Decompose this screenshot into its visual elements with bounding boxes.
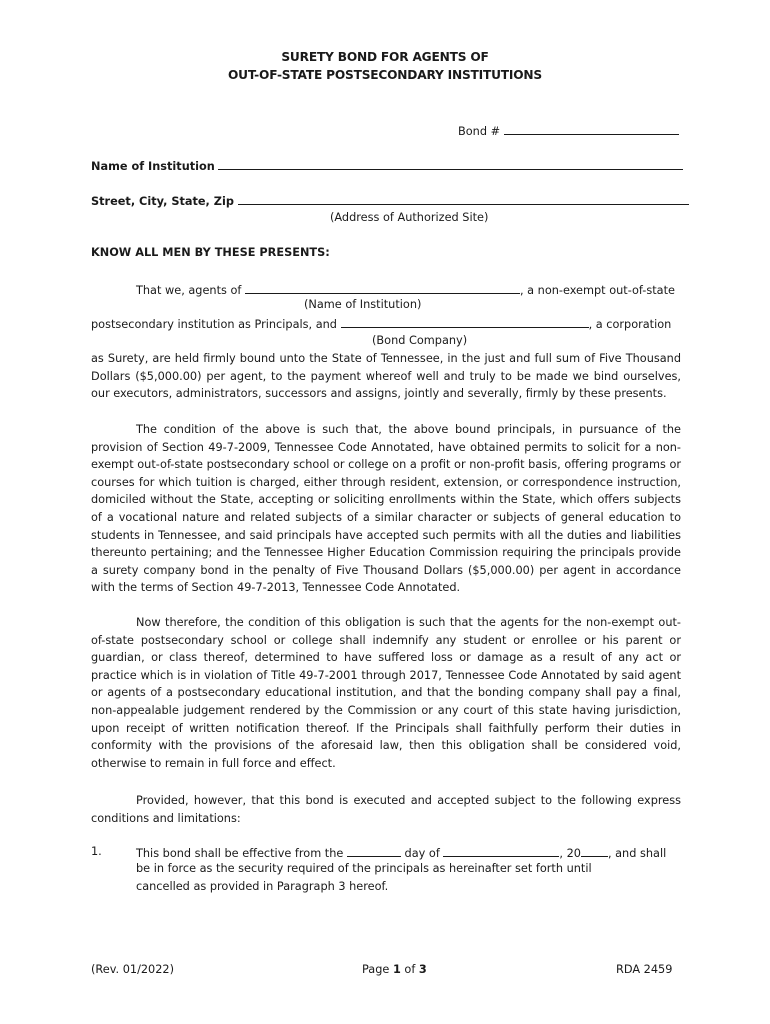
principals-prefix: postsecondary institution as Principals, and xyxy=(91,318,337,331)
principals-suffix: , a corporation xyxy=(588,318,672,331)
obligation-paragraph: Now therefore, the condition of this obligation is such that the agents for the non-exempt out-of-state postsecondary school or college shall indemnify any student or enrollee or his parent or guardian, or class thereof, determined to have suffered loss or damage as a result of any act or practice which is in violation of Title 49-7-2001 through 2017, Tennessee Code Annotated by said agent or agents of a postsecondary educational institution, and that the bonding company shall pay a final, non-appealable judgement rendered by the Commission or any court of this state having jurisdiction, upon receipt of written notification thereof. If the Principals shall faithfully perform their duties in conformity with the provisions of the aforesaid law, then this obligation shall be considered void, otherwise to remain in full force and effect. xyxy=(91,616,681,770)
provided-paragraph: Provided, however, that this bond is executed and accepted subject to the following express conditions and limitations: xyxy=(91,794,681,825)
institution-label: Name of Institution xyxy=(91,160,215,173)
item1-text-part2: day of xyxy=(404,847,440,860)
agents-row xyxy=(136,282,675,298)
document-title-line1: SURETY BOND FOR AGENTS OF xyxy=(281,50,489,64)
bond-number-row xyxy=(458,123,679,139)
item1-text-part3: , 20 xyxy=(559,847,581,860)
surety-paragraph: as Surety, are held firmly bound unto the State of Tennessee, in the just and full sum of Five Thousand Dollars ($5,000.00) per agent, to the payment whereof well and truly to be made we bind ourselves, our executors, administrators, successors and assigns, jointly and severally, firmly by these presents. xyxy=(91,352,681,401)
footer-of-label: of xyxy=(404,963,416,976)
principals-row xyxy=(91,316,671,332)
effective-year-field[interactable] xyxy=(581,845,608,857)
address-field[interactable] xyxy=(238,193,689,205)
item1-line1 xyxy=(136,845,666,861)
footer-page-number: 1 xyxy=(392,963,401,976)
institution-caption: (Name of Institution) xyxy=(304,298,422,311)
agents-institution-field[interactable] xyxy=(245,282,520,294)
institution-field[interactable] xyxy=(218,158,683,170)
address-label: Street, City, State, Zip xyxy=(91,195,234,208)
know-all-heading: KNOW ALL MEN BY THESE PRESENTS: xyxy=(91,246,330,259)
item1-number: 1. xyxy=(91,845,102,858)
agents-suffix: , a non-exempt out-of-state xyxy=(519,284,675,297)
footer-page-total: 3 xyxy=(418,963,427,976)
item1-text-part1: This bond shall be effective from the xyxy=(136,847,344,860)
document-title-line2: OUT-OF-STATE POSTSECONDARY INSTITUTIONS xyxy=(228,68,542,82)
footer-revision: (Rev. 01/2022) xyxy=(91,963,175,976)
bond-number-field[interactable] xyxy=(504,123,679,135)
condition-paragraph: The condition of the above is such that, the above bound principals, in pursuance of the provision of Section 49-7-2009, Tennessee Code Annotated, have obtained permits to solicit for a non-exempt out-of-state postsecondary school or college on a profit or non-profit basis, offering programs or courses for which tuition is charged, either through resident, extension, or correspondence instruction, domiciled without the State, accepting or soliciting enrollments within the State, which offers subjects of a vocational nature and related subjects of a similar character or subjects of general education to students in Tennessee, and said principals have accepted such permits with all the duties and liabilities thereunto pertaining; and the Tennessee Higher Education Commission requiring the principals provide a surety company bond in the penalty of Five Thousand Dollars ($5,000.00) per agent in accordance with the terms of Section 49-7-2013, Tennessee Code Annotated. xyxy=(91,423,681,595)
institution-row xyxy=(91,158,683,174)
bond-company-field[interactable] xyxy=(341,316,589,328)
footer-page-indicator xyxy=(362,963,427,976)
address-row xyxy=(91,193,689,209)
address-caption: (Address of Authorized Site) xyxy=(330,211,489,224)
bond-company-caption: (Bond Company) xyxy=(372,334,468,347)
item1-line3: cancelled as provided in Paragraph 3 hereof. xyxy=(136,880,389,893)
agents-prefix: That we, agents of xyxy=(136,284,242,297)
footer-page-label: Page xyxy=(362,963,390,976)
item1-text-part4: , and shall xyxy=(607,847,667,860)
item1-line2: be in force as the security required of the principals as hereinafter set forth until xyxy=(136,862,592,875)
effective-day-field[interactable] xyxy=(347,845,401,857)
effective-month-field[interactable] xyxy=(443,845,559,857)
footer-form-code: RDA 2459 xyxy=(616,963,673,976)
bond-number-label: Bond # xyxy=(458,125,501,138)
